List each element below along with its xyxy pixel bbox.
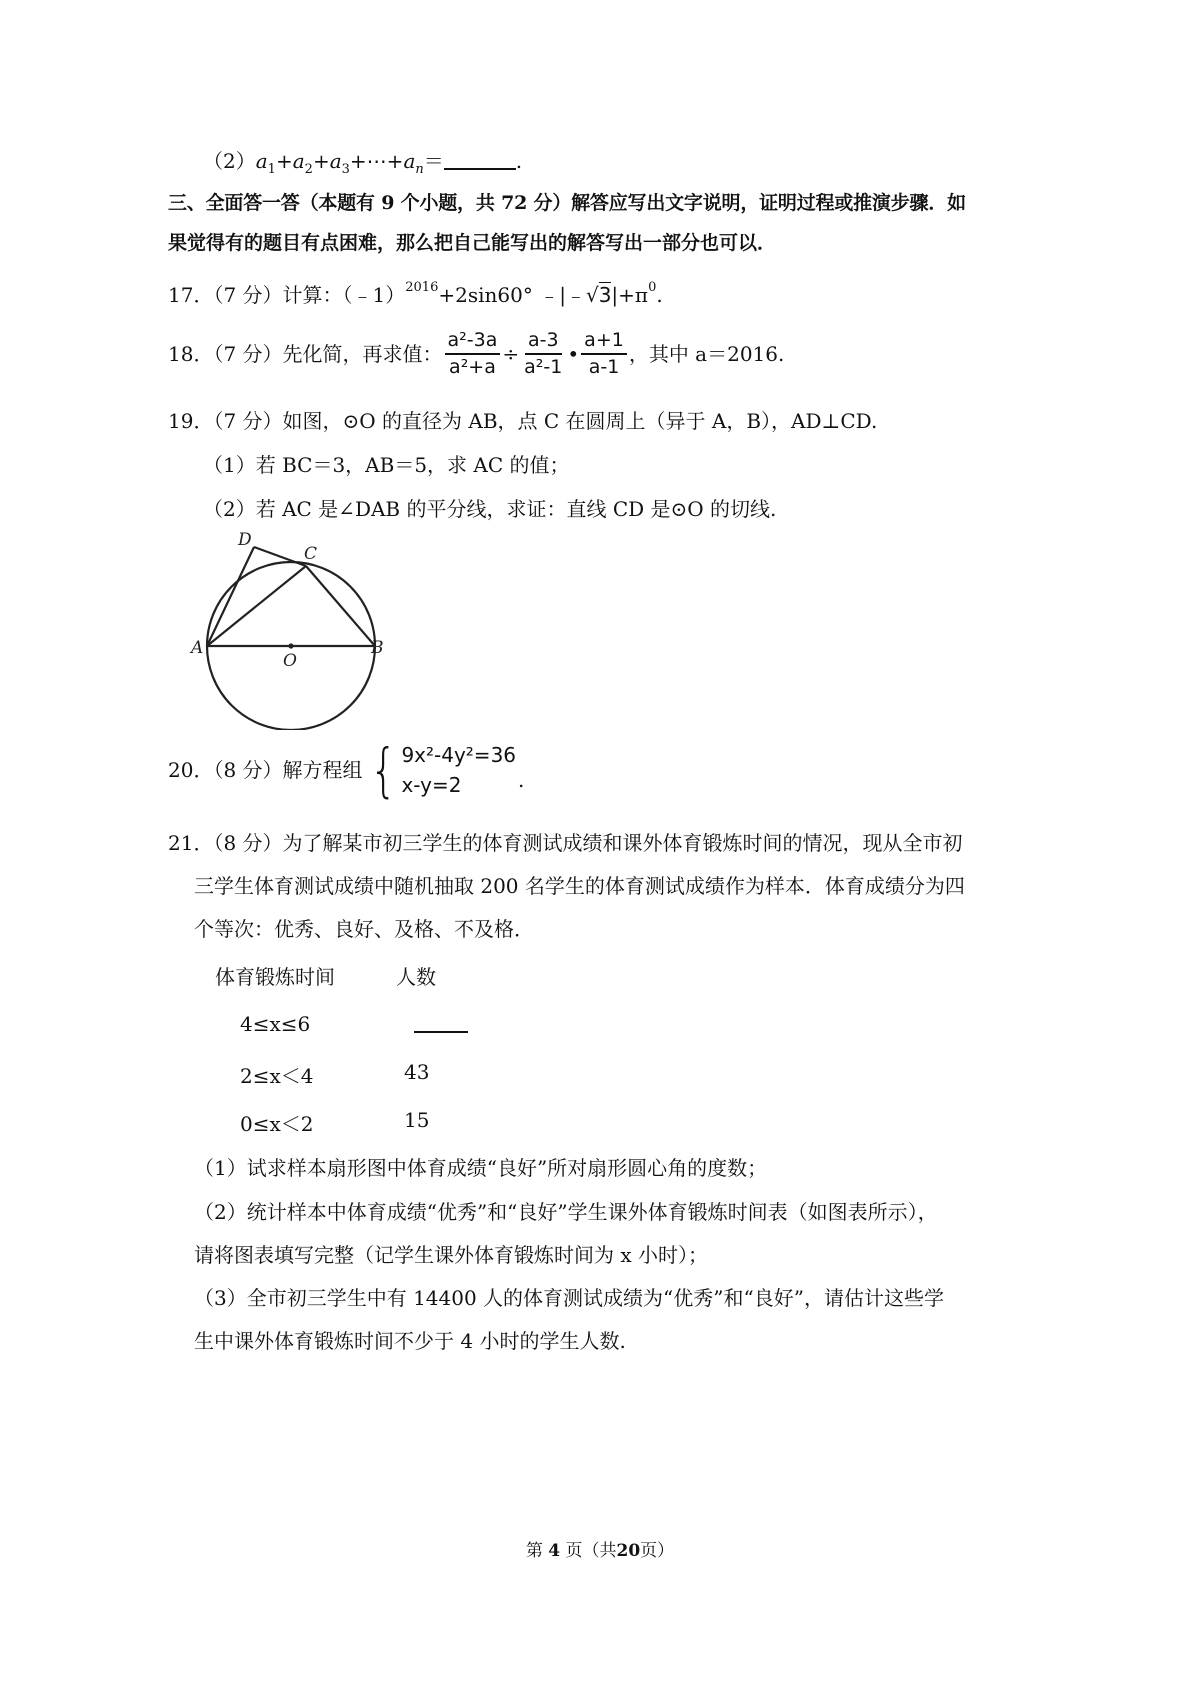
- q21-part2-line1: （2）统计样本中体育成绩“优秀”和“良好”学生课外体育锻炼时间表（如图表所示），: [194, 1200, 938, 1224]
- label-B: B: [371, 638, 384, 658]
- q21-part1: （1）试求样本扇形图中体育成绩“良好”所对扇形圆心角的度数；: [194, 1156, 768, 1180]
- q21-line2: 三学生体育测试成绩中随机抽取 200 名学生的体育测试成绩作为样本．体育成绩分为四: [194, 874, 965, 898]
- q18: 18．（7 分）先化简，再求值： $\frac{\text{a²-3a}}{\text{a²+a}}$ ÷ $\frac{a-3}{\text{a²-1}}$ • $\frac{a+1}{a-1}$ ，其中 a＝2016.: [168, 329, 785, 378]
- label-A: A: [191, 638, 204, 658]
- circle-diagram: [185, 520, 420, 730]
- sqrt-symbol: √3: [585, 283, 612, 307]
- table-header-time: 体育锻炼时间: [215, 965, 335, 989]
- q21-part3-line1: （3）全市初三学生中有 14400 人的体育测试成绩为“优秀”和“良好”，请估计这些学: [194, 1286, 944, 1310]
- table-row-count: 43: [404, 1060, 430, 1084]
- q21-part2-line2: 请将图表填写完整（记学生课外体育锻炼时间为 x 小时）；: [194, 1243, 708, 1267]
- equation-system: { 9x²-4y²=36 x-y=2: [369, 736, 517, 804]
- label-D: D: [238, 530, 252, 550]
- table-row-count: 15: [404, 1108, 430, 1132]
- table-row-range: 0≤x＜2: [240, 1112, 314, 1136]
- table-row-range: 2≤x＜4: [240, 1064, 314, 1088]
- q21-part3-line2: 生中课外体育锻炼时间不少于 4 小时的学生人数.: [194, 1329, 626, 1353]
- page-number: 4: [548, 1541, 561, 1561]
- fraction-1: $\frac{\text{a²-3a}}{\text{a²+a}}$: [445, 328, 501, 380]
- fraction-2: $\frac{a-3}{\text{a²-1}}$: [524, 329, 563, 378]
- page-total: 20: [616, 1541, 641, 1561]
- q19-part2: （2）若 AC 是∠DAB 的平分线，求证：直线 CD 是⊙O 的切线.: [203, 497, 777, 521]
- answer-blank[interactable]: [444, 150, 516, 170]
- q19-part1: （1）若 BC＝3，AB＝5，求 AC 的值；: [203, 453, 570, 477]
- q21-line1: 21．（8 分）为了解某市初三学生的体育测试成绩和课外体育锻炼时间的情况，现从全市初: [168, 831, 963, 855]
- label-C: C: [304, 544, 318, 564]
- q17: 17．（7 分）计算：（﹣1）$^{2016}$+2sin60° $﹣|﹣√3|+\pi^0$.: [168, 280, 663, 307]
- page-footer: 第 4 页（共20页）: [525, 1541, 675, 1561]
- fraction-3: $\frac{a+1}{a-1}$: [581, 328, 627, 380]
- section3-line1: 三、全面答一答（本题有 9 个小题，共 72 分）解答应写出文字说明，证明过程或推演步骤．如: [168, 192, 966, 214]
- table-row-range: 4≤x≤6: [240, 1012, 311, 1036]
- section3-line2: 果觉得有的题目有点困难，那么把自己能写出的解答写出一部分也可以．: [168, 232, 777, 254]
- q16-part2: $(2)a_1+a_2+a_3+\cdots+a_n=$ .: [203, 149, 523, 177]
- table-header-count: 人数: [396, 965, 436, 989]
- q19-text: 19．（7 分）如图，⊙O 的直径为 AB，点 C 在圆周上（异于 A，B），AD⊥CD.: [168, 409, 878, 433]
- q20: 20．（8 分）解方程组 { 9x²-4y²=36 x-y=2 .: [168, 736, 525, 804]
- q21-line3: 个等次：优秀、良好、及格、不及格．: [194, 917, 534, 941]
- label-O: O: [283, 651, 297, 671]
- table-row-count-blank[interactable]: [414, 1012, 468, 1036]
